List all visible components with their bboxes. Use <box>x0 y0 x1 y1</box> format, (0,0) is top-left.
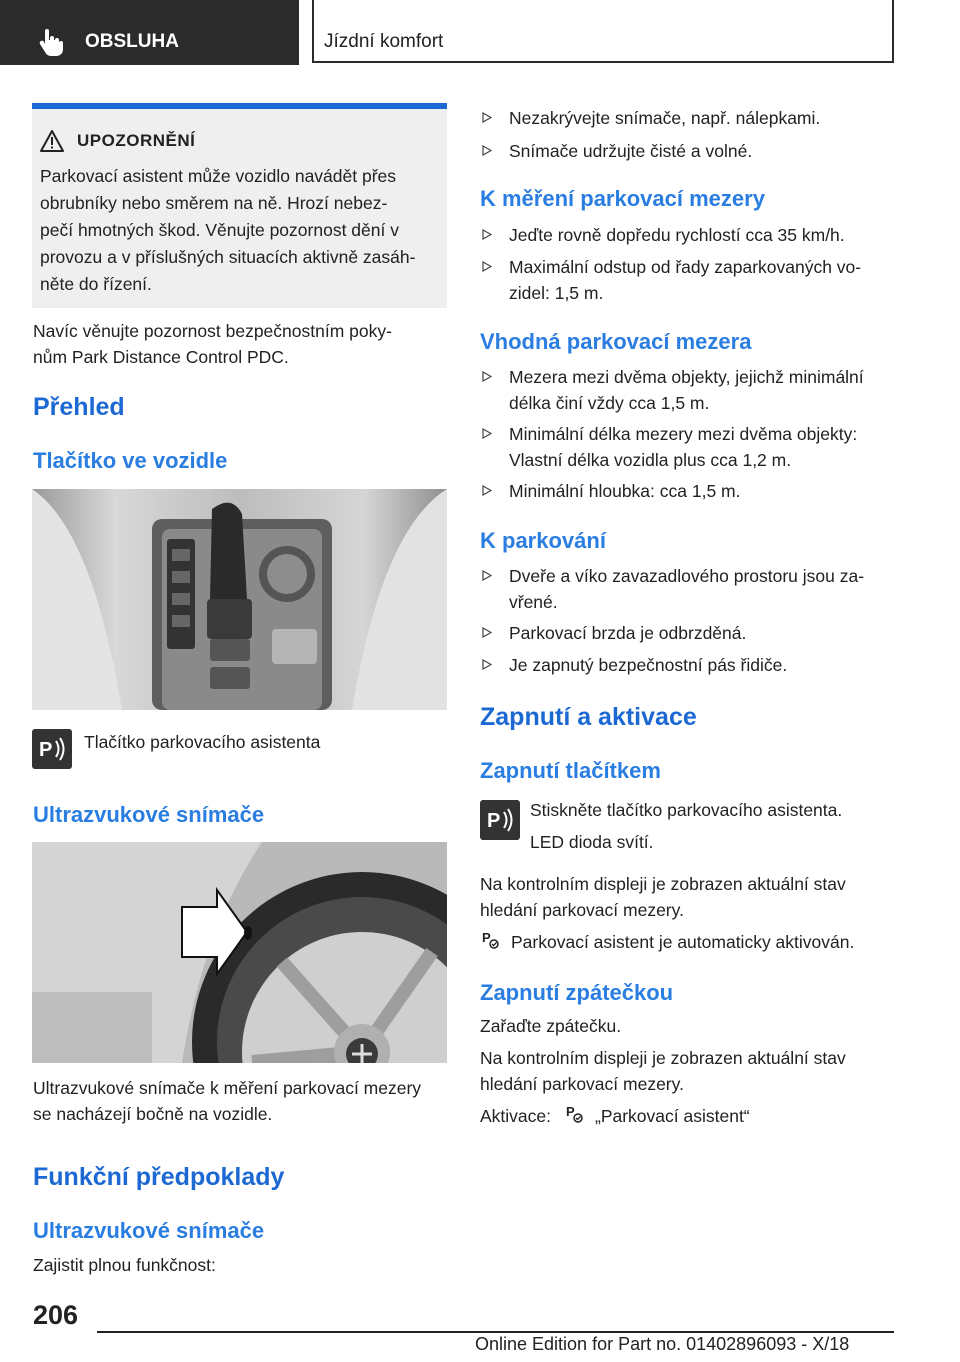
bullet-triangle-icon <box>482 485 492 496</box>
heading-measure-space: K měření parkovací mezery <box>480 186 765 211</box>
bullet-triangle-icon <box>482 261 492 272</box>
footer-divider <box>97 1331 894 1333</box>
header-section-label: OBSLUHA <box>85 31 179 52</box>
svg-text:P: P <box>566 1104 575 1119</box>
bullet-item: Minimální hloubka: cca 1,5 m. <box>509 481 741 501</box>
svg-text:P: P <box>487 810 501 832</box>
bullet-triangle-icon <box>482 145 492 156</box>
bullet-item: Mezera mezi dvěma objekty, jejichž minimální délka činí vždy cca 1,5 m. <box>509 367 864 413</box>
bullet-triangle-icon <box>482 112 492 123</box>
heading-activation: Zapnutí a aktivace <box>480 703 697 731</box>
header-chapter-label: Jízdní komfort <box>324 31 444 52</box>
heading-by-button: Zapnutí tlačítkem <box>480 758 661 783</box>
park-assist-symbol-icon <box>481 929 503 951</box>
edition-text: Online Edition for Part no. 01402896093 - X/18 <box>475 1334 850 1354</box>
bullet-item: Parkovací brzda je odbrzděná. <box>509 623 747 643</box>
heading-overview: Přehled <box>33 393 125 421</box>
warning-triangle-icon <box>40 130 64 152</box>
display-status-text-2: Na kontrolním displeji je zobrazen aktuální stav hledání parkovací mezery. <box>480 1048 846 1094</box>
auto-activated-text: Parkovací asistent je automaticky aktivován. <box>511 932 855 952</box>
park-assist-button-icon <box>32 729 72 769</box>
button-caption: Tlačítko parkovacího asistenta <box>84 732 321 752</box>
activation-label: Aktivace: <box>480 1106 551 1126</box>
bullet-triangle-icon <box>482 627 492 638</box>
bullet-item: Maximální odstup od řady zaparkovaných vo- zidel: 1,5 m. <box>509 257 862 303</box>
page-number: 206 <box>33 1300 79 1330</box>
bullet-item: Minimální délka mezery mezi dvěma objekty: Vlastní délka vozidla plus cca 1,2 m. <box>509 424 858 470</box>
bullet-triangle-icon <box>482 659 492 670</box>
bullet-triangle-icon <box>482 570 492 581</box>
bullet-triangle-icon <box>482 371 492 382</box>
heading-ultrasonic-sensors-2: Ultrazvukové snímače <box>33 1218 265 1243</box>
display-status-text: Na kontrolním displeji je zobrazen aktuální stav hledání parkovací mezery. <box>480 874 846 920</box>
bullet-item: Je zapnutý bezpečnostní pás řidiče. <box>509 655 788 675</box>
intro-paragraph: Navíc věnujte pozornost bezpečnostním poky- nům Park Distance Control PDC. <box>33 321 392 367</box>
led-text: LED dioda svítí. <box>530 832 654 852</box>
park-assist-symbol-icon <box>565 1103 587 1125</box>
heading-ultrasonic-sensors: Ultrazvukové snímače <box>33 802 265 827</box>
heading-button-in-vehicle: Tlačítko ve vozidle <box>33 448 228 473</box>
press-button-text: Stiskněte tlačítko parkovacího asistenta. <box>530 800 843 820</box>
ultrasonic-sensor-image <box>32 842 447 1063</box>
svg-text:P: P <box>482 930 491 945</box>
warning-title: UPOZORNĚNÍ <box>77 131 196 150</box>
heading-by-reverse: Zapnutí zpátečkou <box>480 980 674 1005</box>
hand-pointer-icon <box>36 27 66 57</box>
heading-parking: K parkování <box>480 528 606 553</box>
bullet-item: Dveře a víko zavazadlového prostoru jsou za- vřené. <box>509 566 865 612</box>
warning-text: Parkovací asistent může vozidlo navádět přes obrubníky nebo směrem na ně. Hrozí nebez- pečí hmotných škod. Věnujte pozornost dění v provozu a v příslušných situacích aktivně zasáh- něte do řízení. <box>40 166 416 294</box>
center-console-image <box>32 489 447 710</box>
park-assist-button-icon <box>480 800 520 840</box>
engage-reverse-text: Zařaďte zpátečku. <box>480 1016 622 1036</box>
heading-functional-requirements: Funkční předpoklady <box>33 1163 285 1191</box>
bullet-triangle-icon <box>482 229 492 240</box>
bullet-item: Jeďte rovně dopředu rychlostí cca 35 km/h. <box>509 225 845 245</box>
bullet-item: Nezakrývejte snímače, např. nálepkami. <box>509 108 821 128</box>
bullet-item: Snímače udržujte čisté a volné. <box>509 141 753 161</box>
ensure-functionality: Zajistit plnou funkčnost: <box>33 1255 216 1275</box>
bullet-triangle-icon <box>482 428 492 439</box>
svg-text:P: P <box>39 739 53 761</box>
heading-suitable-space: Vhodná parkovací mezera <box>480 329 752 354</box>
sensors-caption: Ultrazvukové snímače k měření parkovací mezery se nacházejí bočně na vozidle. <box>33 1078 422 1124</box>
activation-value: „Parkovací asistent“ <box>595 1106 750 1126</box>
